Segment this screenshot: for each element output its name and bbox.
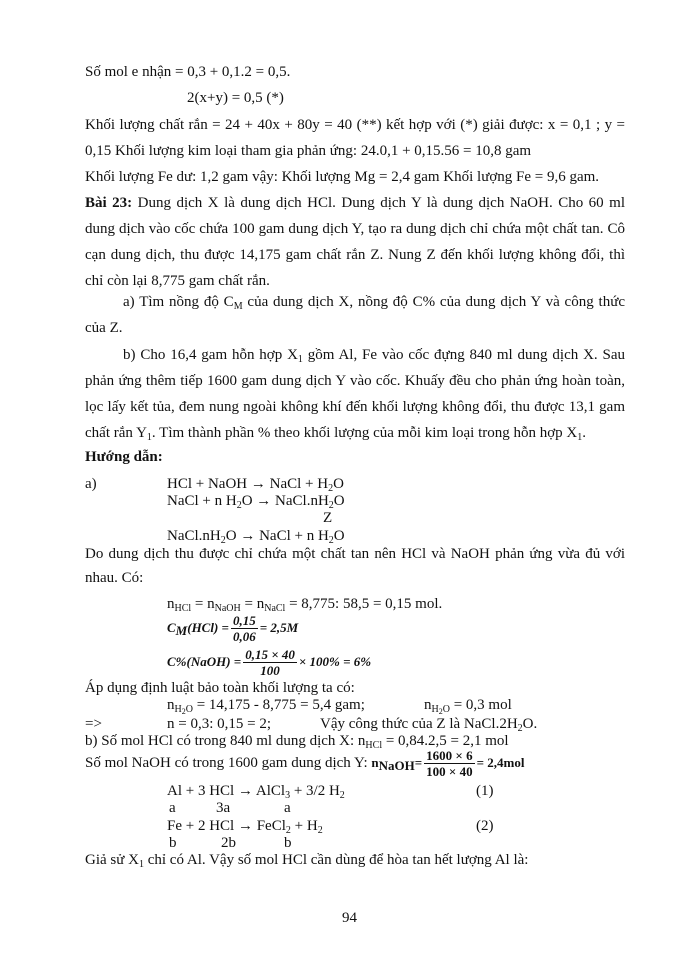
- text: .: [582, 425, 587, 441]
- text: O → NaCl.nH: [241, 493, 329, 509]
- text: = n: [191, 596, 215, 612]
- text: = 0,84.2,5 = 2,1 mol: [382, 733, 509, 749]
- text: gồm Al, Fe vào cốc đựng 840 ml dung dịch X. Sau: [302, 347, 626, 363]
- text-line: Số mol e nhận = 0,3 + 0,1.2 = 0,5.: [85, 64, 291, 80]
- subscript: 2: [317, 825, 323, 836]
- reaction-line: [167, 817, 323, 835]
- subscript: H2O: [174, 704, 193, 716]
- text: O: [333, 476, 344, 492]
- text: = n: [240, 596, 265, 612]
- text-line: [85, 851, 528, 869]
- subscript: 2: [328, 483, 334, 494]
- subscript: 1: [297, 354, 303, 365]
- subscript: 2: [285, 825, 291, 836]
- text: của dung dịch X, nồng độ C% của dung dịch Y và công thức: [242, 294, 625, 310]
- text-line: [85, 424, 586, 442]
- subscript: 2: [328, 535, 334, 546]
- page-number: 94: [342, 910, 357, 926]
- text: NaCl.nH: [167, 528, 221, 544]
- text-line: của Z.: [85, 320, 123, 336]
- reaction-line: [167, 475, 344, 493]
- text-line: Khối lượng chất rắn = 24 + 40x + 80y = 40 (**) kết hợp với (*) giải được: x = 0,1 ; y =: [85, 117, 625, 133]
- text: C%(NaOH) =: [167, 654, 242, 669]
- mole-label: 3a: [216, 800, 231, 816]
- text: b) Cho 16,4 gam hỗn hợp X: [123, 347, 298, 363]
- mole-label: b: [169, 835, 177, 851]
- subscript: NaOH: [378, 758, 415, 773]
- subscript: 2: [328, 500, 334, 511]
- text: O.: [522, 716, 538, 732]
- fraction: [231, 613, 258, 644]
- text: = 0,3 mol: [449, 697, 512, 713]
- text: n: [167, 697, 175, 713]
- subscript: HCl: [174, 603, 192, 614]
- fraction: [424, 748, 474, 779]
- subscript: 2: [517, 723, 523, 734]
- text: O: [333, 493, 345, 509]
- text: a) Tìm nồng độ C: [123, 294, 234, 310]
- text-line: cạn dung dịch, thu được 14,175 gam chất rắn Z. Nung Z đến khối lượng không đổi, thì: [85, 247, 625, 263]
- subscript: 1: [577, 432, 583, 443]
- text: Al + 3 HCl → AlCl: [167, 783, 286, 799]
- text-line: Do dung dịch thu được chỉ chứa một chất tan nên HCl và NaOH phản ứng vừa đủ với: [85, 546, 625, 562]
- subscript: 2: [220, 535, 226, 546]
- text: b) Số mol HCl có trong 840 ml dung dịch X: n: [85, 733, 366, 749]
- fraction: [243, 647, 297, 678]
- question-a: [123, 293, 625, 311]
- implies-label: =>: [85, 716, 102, 732]
- subscript: 2: [236, 500, 242, 511]
- text: + 3/2 H: [290, 783, 340, 799]
- reaction-number: (2): [476, 818, 494, 834]
- reaction-number: (1): [476, 783, 494, 799]
- text-line: Khối lượng Fe dư: 1,2 gam vậy: Khối lượng Mg = 2,4 gam Khối lượng Fe = 9,6 gam.: [85, 169, 600, 185]
- subscript: M: [233, 301, 243, 312]
- denominator: 100 × 40: [426, 764, 473, 780]
- text: + H: [290, 818, 318, 834]
- subscript: 1: [138, 859, 144, 870]
- equation-line: [167, 696, 365, 714]
- text: (HCl) =: [187, 620, 229, 635]
- product-label: Z: [323, 510, 333, 526]
- mole-label: a: [169, 800, 176, 816]
- text: n: [167, 596, 175, 612]
- text: =: [414, 755, 423, 770]
- denominator: 0,06: [232, 629, 256, 645]
- numerator: 0,15: [232, 613, 256, 629]
- subscript: 1: [146, 432, 152, 443]
- mole-label: 2b: [221, 835, 236, 851]
- text: = 2,5M: [259, 620, 299, 635]
- numerator: 1600 × 6: [426, 748, 473, 764]
- guide-heading: Hướng dẫn:: [85, 449, 163, 465]
- molarity-formula: [167, 612, 298, 644]
- subscript: H2O: [431, 704, 450, 716]
- subscript: M: [175, 623, 188, 638]
- denominator: 100: [260, 663, 280, 679]
- reaction-line: [167, 492, 345, 510]
- text: Fe + 2 HCl → FeCl: [167, 818, 286, 834]
- text: Số mol NaOH có trong 1600 gam dung dịch Y:: [85, 755, 368, 771]
- text: O → NaCl + n H: [225, 528, 329, 544]
- text: Dung dịch X là dung dịch HCl. Dung dịch Y là dung dịch NaOH. Cho 60 ml: [132, 195, 625, 211]
- part-label: a): [85, 476, 97, 492]
- subscript: NaCl: [264, 603, 286, 614]
- text: × 100% = 6%: [298, 654, 372, 669]
- text: Giả sử X: [85, 852, 139, 868]
- reaction-line: [167, 527, 345, 545]
- text: HCl + NaOH → NaCl + H: [167, 476, 329, 492]
- mole-label: b: [284, 835, 292, 851]
- subscript: NaOH: [214, 603, 241, 614]
- text-line: [320, 715, 537, 733]
- text-line: 0,15 Khối lượng kim loại tham gia phản ứng: 24.0,1 + 0,15.56 = 10,8 gam: [85, 143, 532, 159]
- text-line: nhau. Có:: [85, 570, 144, 586]
- question-b: [123, 346, 625, 364]
- text: chỉ có Al. Vậy số mol HCl cần dùng để hòa tan hết lượng Al là:: [143, 852, 529, 868]
- text-line: dung dịch vào cốc chứa 100 gam dung dịch Y, tạo ra dung dịch chỉ chứa một chất tan. Cô: [85, 221, 625, 237]
- text-line: lọc lấy kết tủa, đem nung ngoài không khí đến khối lượng không đổi, thu được 13,1 gam: [85, 399, 625, 415]
- text: Vậy công thức của Z là NaCl.2H: [320, 716, 518, 732]
- subscript: HCl: [365, 740, 383, 751]
- text: = 8,775: 58,5 = 0,15 mol.: [285, 596, 443, 612]
- text-line: Áp dụng định luật bảo toàn khối lượng ta có:: [85, 680, 355, 696]
- numerator: 0,15 × 40: [245, 647, 295, 663]
- text: n: [371, 755, 379, 770]
- text-line: chỉ còn lại 8,775 gam chất rắn.: [85, 273, 270, 289]
- equation-line: n = 0,3: 0,15 = 2;: [167, 716, 272, 732]
- subscript: 3: [285, 790, 291, 801]
- text: = 2,4mol: [476, 755, 525, 770]
- text-line: phản ứng thêm tiếp 1600 gam dung dịch Y vào cốc. Khuấy đều cho phản ứng hoàn toàn,: [85, 373, 625, 389]
- text: n: [424, 697, 432, 713]
- text: . Tìm thành phần % theo khối lượng của mỗi kim loại trong hỗn hợp X: [151, 425, 578, 441]
- text: = 14,175 - 8,775 = 5,4 gam;: [192, 697, 365, 713]
- mole-label: a: [284, 800, 291, 816]
- problem-label: Bài 23:: [85, 195, 133, 211]
- equation-line: [424, 696, 512, 714]
- text: O: [333, 528, 345, 544]
- equation-line: 2(x+y) = 0,5 (*): [187, 90, 284, 106]
- subscript: 2: [339, 790, 345, 801]
- problem-heading-line: [85, 194, 625, 212]
- text-line: [85, 747, 524, 779]
- percent-formula: [167, 646, 371, 678]
- text: chất rắn Y: [85, 425, 147, 441]
- text: C: [167, 620, 176, 635]
- equation-line: [167, 595, 442, 613]
- reaction-line: [167, 782, 345, 800]
- text: NaCl + n H: [167, 493, 237, 509]
